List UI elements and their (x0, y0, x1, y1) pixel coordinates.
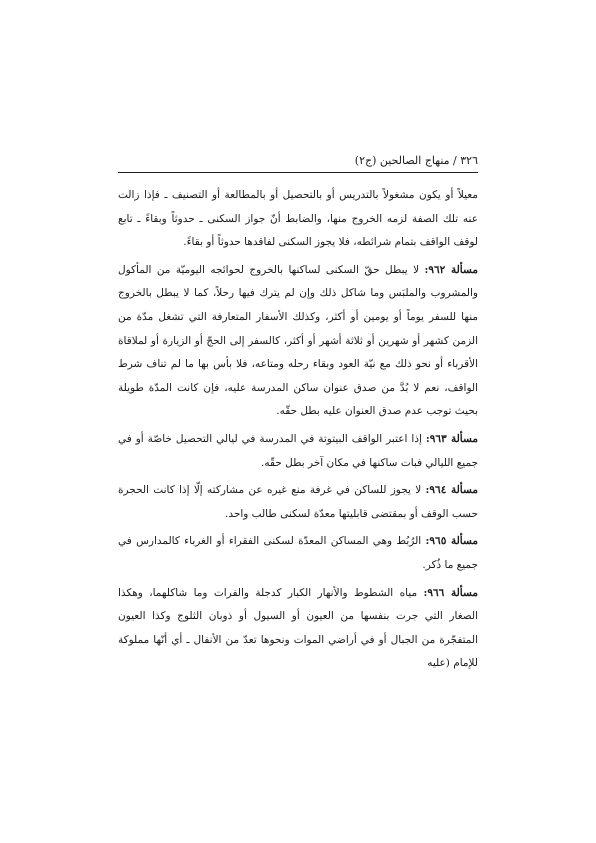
masala-964 (118, 479, 478, 526)
page-body (118, 184, 478, 680)
paragraph-text: لا يجوز للساكن في غرفة منع غيره عن مشاركته إلّا إذا كانت الحجرة حسب الوقف أو بمقتضى قابليتها معدّة لسكنى طالب واحد. (118, 484, 478, 520)
paragraph-text: الرُبُط وهي المساكن المعدّة لسكنى الفقراء أو الغرباء كالمدارس في جميع ما ذُكر. (118, 535, 478, 571)
masala-966 (118, 582, 478, 676)
masala-label: مسألة ٩٦٥: (425, 535, 478, 548)
paragraph-text: لا يبطل حقّ السكنى لساكنها بالخروج لحوائجه اليوميّة من المأكول والمشروب والملبَس وما شاكل ذلك وإن لم يترك فيها رحلاً، كما لا يبطل بالخروج منها للسفر يوماً أو يومين أو أكثر، وكذلك الأسفار المتعارفة التي تشغل مدّة من الزمن كشهر أو شهرين أو ثلاثة أشهر أو أكثر، كالسفر إلى الحجّ أو الزيارة أو لملاقاة الأقرباء أو نحو ذلك مع نيّة العود وبقاء رحله ومتاعه، فلا بأس بها ما لم تناف شرط الواقف، نعم لا بُدَّ من صدق عنوان ساكن المدرسة عليه، فإن كانت المدّة طويلة بحيث توجب عدم صدق العنوان عليه بطل حقّه. (118, 263, 478, 418)
paragraph-continuation (118, 184, 478, 255)
masala-label: مسألة ٩٦٣: (425, 432, 478, 445)
masala-965 (118, 530, 478, 577)
paragraph-text: مياه الشطوط والأنهار الكبار كدجلة والفرات وما شاكلهما، وهكذا الصغار التي جرت بنفسها من العيون أو السيول أو ذوبان الثلوج وكذا العيون المتفجّرة من الجبال أو في أراضي الموات ونحوها تعدّ من الأنفال ـ أي أنّها مملوكة للإمام (عليه (118, 586, 478, 670)
header-rule (118, 172, 478, 173)
masala-label: مسألة ٩٦٢: (424, 263, 478, 276)
paragraph-text: إذا اعتبر الواقف البيتوتة في المدرسة في ليالي التحصيل خاصّة أو في جميع الليالي فبات ساكنها في مكان آخر بطل حقّه. (118, 432, 478, 469)
paragraph-text: معيلاً أو يكون مشغولاً بالتدريس أو بالتحصيل أو بالمطالعة أو التصنيف ـ فإذا زالت عنه تلك الصفة لزمه الخروج منها، والضابط أنّ جواز السكنى ـ حدوثاً وبقاءً ـ تابع لوقف الواقف بتمام شرائطه، فلا يجوز السكنى لفاقدها حدوثاً أو بقاءً. (118, 189, 478, 249)
masala-label: مسألة ٩٦٤: (425, 484, 478, 497)
running-head: ٣٢٦ / منهاج الصالحين (ج٢) (354, 154, 478, 167)
masala-962 (118, 259, 478, 424)
masala-963 (118, 428, 478, 475)
masala-label: مسألة ٩٦٦: (423, 586, 478, 599)
